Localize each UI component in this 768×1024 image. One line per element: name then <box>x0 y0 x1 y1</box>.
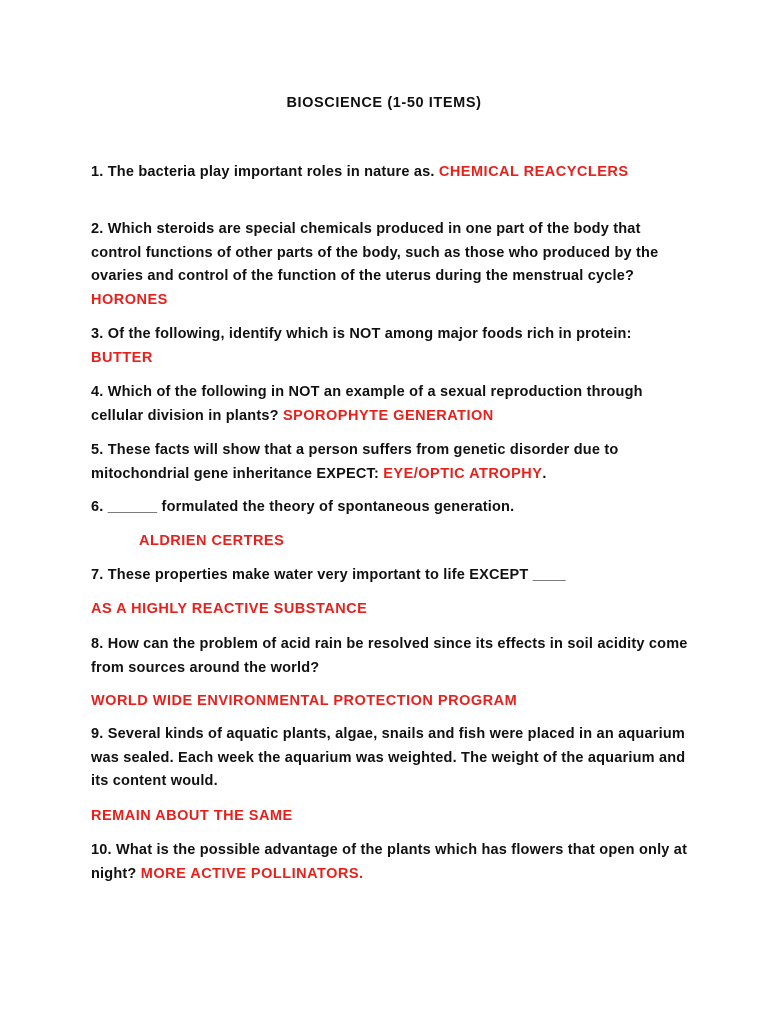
question-text: 1. The bacteria play important roles in nature as. <box>91 164 435 180</box>
answer-text: MORE ACTIVE POLLINATORS. <box>140 865 364 882</box>
question-4 <box>91 381 691 428</box>
question-text: 4. Which of the following in NOT an example of a sexual reproduction through cellular division in plants? <box>91 384 643 424</box>
answer-7 <box>91 598 691 622</box>
question-text: 2. Which steroids are special chemicals produced in one part of the body that control functions of other parts of the body, such as those who produced by the ovaries and control of the function of the uterus during the menstrual cycle? <box>91 221 659 284</box>
question-tail: . <box>542 465 547 482</box>
answer-9 <box>91 805 691 829</box>
question-9 <box>91 723 691 794</box>
question-7 <box>91 564 691 588</box>
answer-text: REMAIN ABOUT THE SAME <box>91 808 293 824</box>
answer-text: AS A HIGHLY REACTIVE SUBSTANCE <box>91 601 368 617</box>
question-text: 6. ______ formulated the theory of spontaneous generation. <box>91 499 515 515</box>
answer-6 <box>139 530 739 554</box>
answer-text: CHEMICAL REACYCLERS <box>438 164 629 180</box>
answer-text: SPOROPHYTE GENERATION <box>282 407 494 424</box>
answer-text: EYE/OPTIC ATROPHY <box>383 465 543 482</box>
question-2 <box>91 218 691 312</box>
answer-text: ALDRIEN CERTRES <box>139 533 285 549</box>
answer-text: HORONES <box>91 291 168 308</box>
question-text: 8. How can the problem of acid rain be resolved since its effects in soil acidity come from sources around the world? <box>91 636 688 676</box>
answer-text: BUTTER <box>91 349 153 366</box>
question-6 <box>91 496 691 520</box>
question-text: 5. These facts will show that a person suffers from genetic disorder due to mitochondrial gene inheritance EXPECT: <box>91 442 619 482</box>
question-text: 9. Several kinds of aquatic plants, algae, snails and fish were placed in an aquarium was sealed. Each week the aquarium was weighted. The weight of the aquarium and its content would. <box>91 726 686 789</box>
answer-text: WORLD WIDE ENVIRONMENTAL PROTECTION PROGRAM <box>91 693 518 709</box>
question-5 <box>91 439 691 486</box>
question-text: 7. These properties make water very important to life EXCEPT ____ <box>91 567 566 583</box>
question-8 <box>91 633 691 680</box>
question-1 <box>91 161 691 185</box>
question-10 <box>91 839 691 886</box>
answer-8 <box>91 690 691 714</box>
question-3 <box>91 323 691 370</box>
question-text: 3. Of the following, identify which is NOT among major foods rich in protein: <box>91 326 632 342</box>
question-text: 10. What is the possible advantage of the plants which has flowers that open only at night? <box>91 842 688 882</box>
page-title: BIOSCIENCE (1-50 ITEMS) <box>286 95 482 111</box>
